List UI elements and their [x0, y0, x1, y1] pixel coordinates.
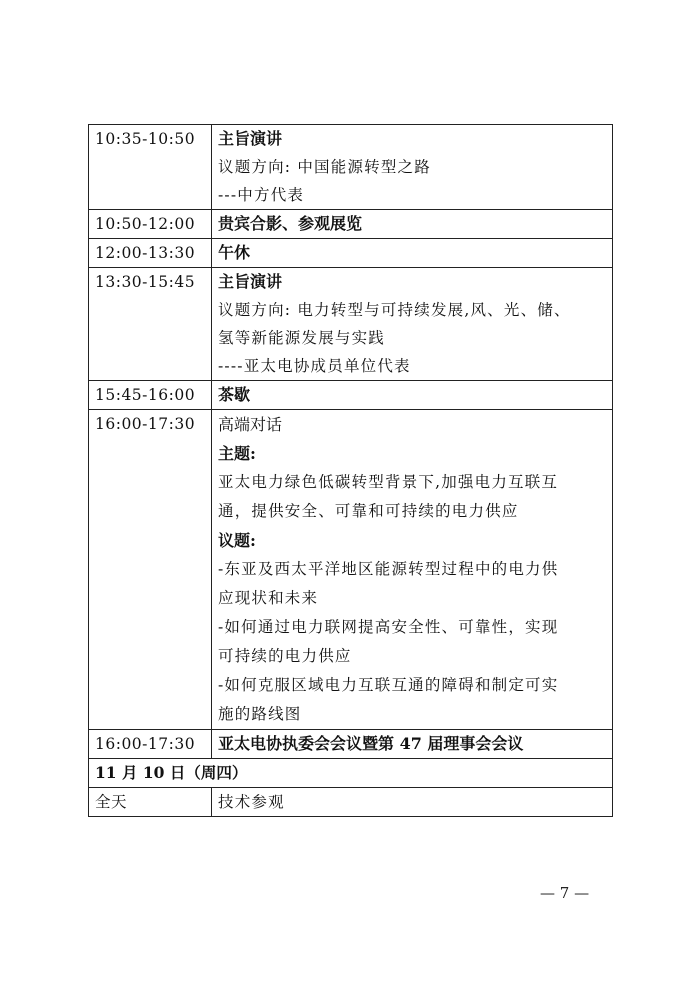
page-number: — 7 —	[540, 884, 590, 902]
session-cell	[212, 410, 613, 730]
topic-line: 应现状和未来	[218, 589, 319, 607]
table-row	[89, 125, 613, 210]
session-title: 茶歇	[218, 385, 251, 404]
table-row	[89, 239, 613, 268]
session-cell	[212, 788, 613, 817]
session-title: 午休	[218, 243, 251, 262]
theme-line: 亚太电力绿色低碳转型背景下,加强电力互联互	[218, 473, 559, 491]
session-line: ----亚太电协成员单位代表	[218, 357, 411, 375]
session-title: 高端对话	[218, 415, 283, 434]
table-row	[89, 381, 613, 410]
agenda-table	[88, 124, 613, 817]
time-cell: 12:00-13:30	[89, 239, 212, 268]
topic-line: 施的路线图	[218, 705, 302, 723]
time-cell: 全天	[89, 788, 212, 817]
session-cell	[212, 125, 613, 210]
session-line: 议题方向: 电力转型与可持续发展,风、光、储、	[218, 301, 571, 319]
session-line: ---中方代表	[218, 186, 305, 204]
session-title: 贵宾合影、参观展览	[218, 214, 363, 233]
session-title: 技术参观	[218, 793, 285, 811]
time-cell: 16:00-17:30	[89, 410, 212, 730]
session-line: 氢等新能源发展与实践	[218, 329, 386, 347]
table-row	[89, 788, 613, 817]
time-cell: 15:45-16:00	[89, 381, 212, 410]
theme-line: 通，提供安全、可靠和可持续的电力供应	[218, 502, 519, 520]
time-cell: 10:50-12:00	[89, 210, 212, 239]
session-cell	[212, 381, 613, 410]
session-cell	[212, 268, 613, 381]
time-cell: 16:00-17:30	[89, 730, 212, 759]
topic-line: 可持续的电力供应	[218, 647, 352, 665]
theme-label: 主题:	[218, 444, 256, 463]
table-row	[89, 268, 613, 381]
session-line: 议题方向: 中国能源转型之路	[218, 158, 431, 176]
session-cell	[212, 210, 613, 239]
date-row	[89, 759, 613, 788]
session-title: 主旨演讲	[218, 272, 283, 291]
time-cell: 13:30-15:45	[89, 268, 212, 381]
time-cell: 10:35-10:50	[89, 125, 212, 210]
topic-line: -如何通过电力联网提高安全性、可靠性，实现	[218, 618, 559, 636]
topic-line: -东亚及西太平洋地区能源转型过程中的电力供	[218, 560, 559, 578]
table-row	[89, 730, 613, 759]
session-cell	[212, 239, 613, 268]
table-row	[89, 210, 613, 239]
date-heading: 11 月 10 日（周四）	[89, 759, 613, 788]
session-title: 亚太电协执委会会议暨第 47 届理事会会议	[218, 734, 524, 753]
topics-label: 议题:	[218, 531, 256, 550]
session-cell	[212, 730, 613, 759]
session-title: 主旨演讲	[218, 129, 283, 148]
table-row	[89, 410, 613, 730]
topic-line: -如何克服区域电力互联互通的障碍和制定可实	[218, 676, 559, 694]
